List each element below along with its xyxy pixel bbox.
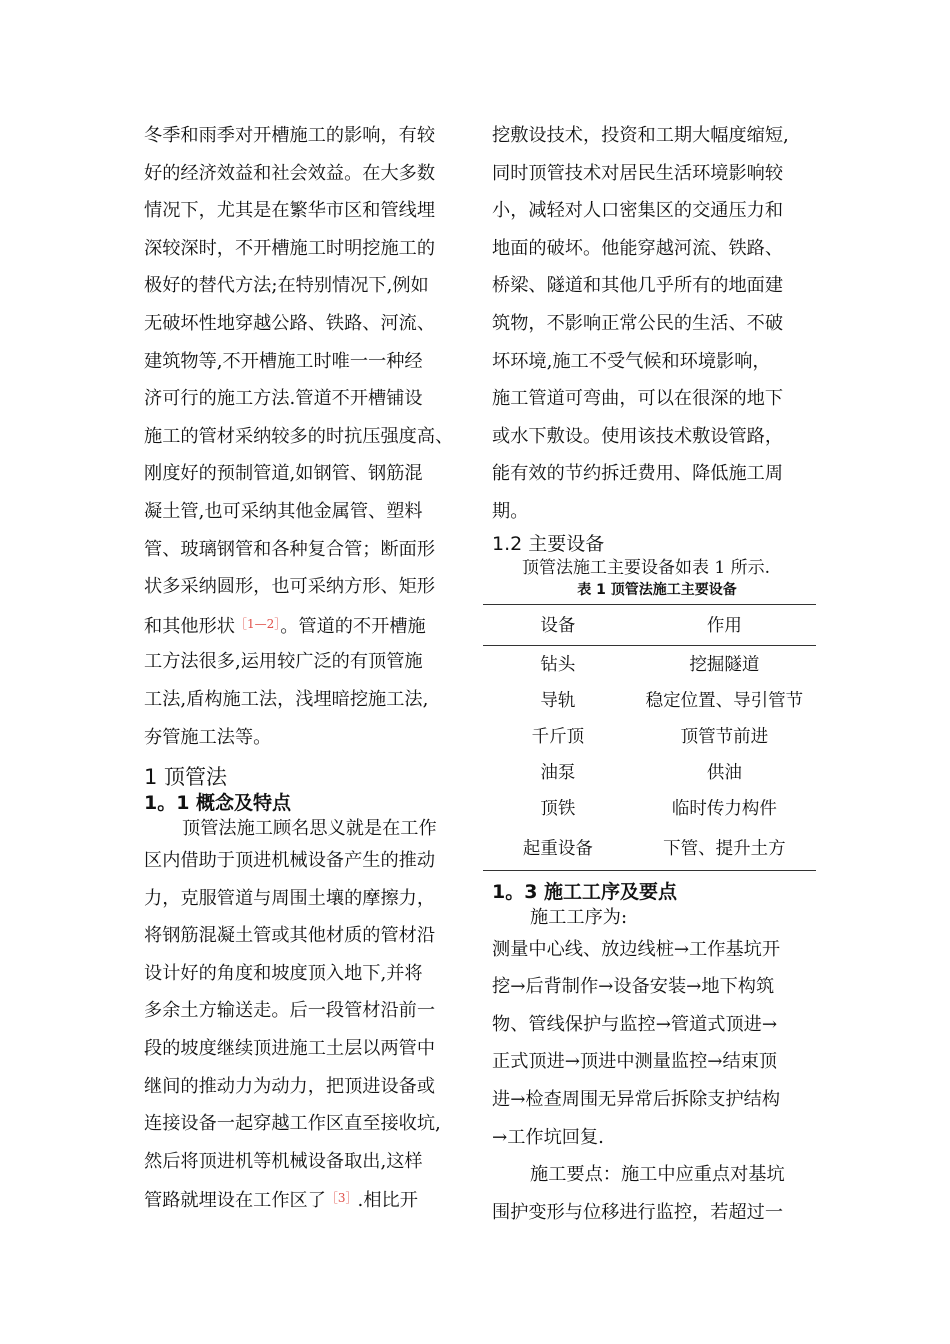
citation-link[interactable]: ［3］	[325, 1191, 358, 1206]
table-cell-equipment: 油泵	[540, 763, 576, 784]
paragraph-intro	[144, 117, 464, 606]
text-line: 挖敷设技术，投资和工期大幅度缩短,	[492, 125, 789, 146]
text-line: 坏环境,施工不受气候和环境影响，	[492, 350, 771, 372]
equipment-table	[483, 604, 816, 871]
table-header-equipment: 设备	[483, 604, 633, 645]
right-column	[492, 117, 822, 1231]
table-row	[483, 790, 816, 826]
paragraph-advantages	[492, 117, 822, 531]
text-line: 极好的替代方法;在特别情况下,例如	[144, 275, 429, 297]
table-cell-equipment: 导轨	[540, 691, 576, 712]
section-heading-1-1: 1。1 概念及特点	[144, 792, 292, 815]
table-row	[483, 754, 816, 790]
process-lead: 施工工序为:	[530, 906, 628, 928]
text-line: 同时顶管技术对居民生活环境影响较	[492, 162, 784, 184]
table-row	[483, 826, 816, 871]
text-line-citation	[144, 1180, 464, 1218]
text-line: 连接设备一起穿越工作区直至接收坑,	[144, 1113, 441, 1135]
text-line: 测量中心线、放边线桩→工作基坑开	[492, 938, 781, 960]
table-cell-equipment: 起重设备	[483, 826, 633, 871]
text-line: 继间的推动力为动力，把顶进设备或	[144, 1075, 436, 1097]
section-heading-1: 1 顶管法	[144, 765, 228, 790]
text-line: 区内借助于顶进机械设备产生的推动	[144, 850, 436, 872]
table-cell-function: 供油	[706, 763, 742, 784]
table-cell-equipment: 千斤顶	[531, 727, 585, 748]
text-line: 地面的破坏。他能穿越河流、铁路、	[492, 237, 784, 259]
table-cell-function: 稳定位置、导引管节	[645, 691, 804, 712]
table-title: 表 1 顶管法施工主要设备	[577, 581, 737, 598]
text-line: 刚度好的预制管道,如钢管、钢筋混	[144, 463, 423, 485]
text-line: 正式顶进→顶进中测量监控→结束顶	[492, 1051, 778, 1073]
text-line: 然后将顶进机等机械设备取出,这样	[144, 1150, 423, 1172]
table-row	[483, 645, 816, 682]
text-fragment: 管路就埋设在工作区了	[144, 1190, 326, 1212]
text-line: 挖→后背制作→设备安装→地下构筑	[492, 976, 775, 998]
section-heading-1-2: 1.2 主要设备	[492, 532, 605, 555]
text-fragment: 。管道的不开槽施	[280, 615, 426, 637]
text-line: 或水下敷设。使用该技术敷设管路，	[492, 425, 784, 447]
text-line: 施工管道可弯曲，可以在很深的地下	[492, 388, 784, 410]
text-line: 管、玻璃钢管和各种复合管；断面形	[144, 538, 436, 560]
citation-link[interactable]: ［1—2］	[234, 616, 281, 631]
table-cell-function: 挖掘隧道	[689, 655, 760, 676]
paragraph-points	[492, 1194, 822, 1232]
text-line: 状多采纳圆形，也可采纳方形、矩形	[144, 576, 436, 598]
text-fragment: 和其他形状	[144, 615, 235, 637]
text-line: 情况下，尤其是在繁华市区和管线埋	[144, 200, 436, 222]
table-cell-function: 下管、提升土方	[633, 826, 816, 871]
text-line: 物、管线保护与监控→管道式顶进→	[492, 1013, 778, 1035]
text-line: 施工的管材采纳较多的时抗压强度高、	[144, 425, 454, 447]
table-lead-text: 顶管法施工主要设备如表 1 所示.	[522, 557, 771, 578]
text-line: 建筑物等,不开槽施工时唯一一种经	[144, 350, 423, 372]
text-line: 冬季和雨季对开槽施工的影响，有较	[144, 125, 436, 146]
table-header-function: 作用	[633, 604, 816, 645]
text-line: 工方法很多,运用较广泛的有顶管施	[144, 651, 423, 673]
text-line: 好的经济效益和社会效益。在大多数	[144, 162, 436, 184]
text-line: 力，克服管道与周围土壤的摩擦力，	[144, 887, 436, 909]
text-line: 筑物，不影响正常公民的生活、不破	[492, 312, 784, 334]
text-line: 桥梁、隧道和其他几乎所有的地面建	[492, 275, 784, 297]
text-line: 进→检查周围无异常后拆除支护结构	[492, 1088, 781, 1110]
section-heading-1-3: 1。3 施工工序及要点	[492, 880, 678, 903]
text-line: 将钢筋混凝土管或其他材质的管材沿	[144, 925, 436, 947]
table-row	[483, 682, 816, 718]
text-line: 设计好的角度和坡度顶入地下,并将	[144, 962, 423, 984]
table-row	[483, 718, 816, 754]
text-line: 小，减轻对人口密集区的交通压力和	[492, 200, 784, 222]
paragraph-first-line: 施工要点：施工中应重点对基坑	[530, 1164, 785, 1186]
text-line: 期。	[492, 500, 529, 522]
text-line: 无破坏性地穿越公路、铁路、河流、	[144, 312, 436, 334]
table-header-row	[483, 604, 816, 645]
text-line-citation	[144, 606, 464, 644]
text-line: →工作坑回复.	[492, 1126, 604, 1148]
table-cell-equipment: 钻头	[540, 655, 576, 676]
table-cell-function: 顶管节前进	[680, 727, 769, 748]
paragraph-first-line: 顶管法施工顾名思义就是在工作	[182, 818, 437, 840]
text-line: 能有效的节约拆迁费用、降低施工周	[492, 463, 784, 485]
text-line: 围护变形与位移进行监控，若超过一	[492, 1201, 784, 1223]
text-line: 济可行的施工方法.管道不开槽铺设	[144, 388, 423, 410]
paragraph-concept	[144, 842, 464, 1180]
table-cell-equipment: 顶铁	[540, 799, 576, 820]
text-line: 多余土方输送走。后一段管材沿前一	[144, 1000, 436, 1022]
table-cell-function: 临时传力构件	[671, 799, 777, 820]
left-column	[144, 117, 464, 1218]
text-line: 段的坡度继续顶进施工土层以两管中	[144, 1038, 436, 1060]
text-line: 深较深时，不开槽施工时明挖施工的	[144, 237, 436, 259]
text-line: 工法,盾构施工法，浅埋暗挖施工法,	[144, 688, 429, 710]
table-body	[483, 645, 816, 870]
paragraph-intro-tail	[144, 643, 464, 756]
text-line: 凝土管,也可采纳其他金属管、塑料	[144, 500, 423, 522]
paragraph-process	[492, 931, 822, 1157]
text-line: 夯管施工法等。	[144, 726, 272, 748]
text-fragment: .相比开	[357, 1190, 418, 1212]
